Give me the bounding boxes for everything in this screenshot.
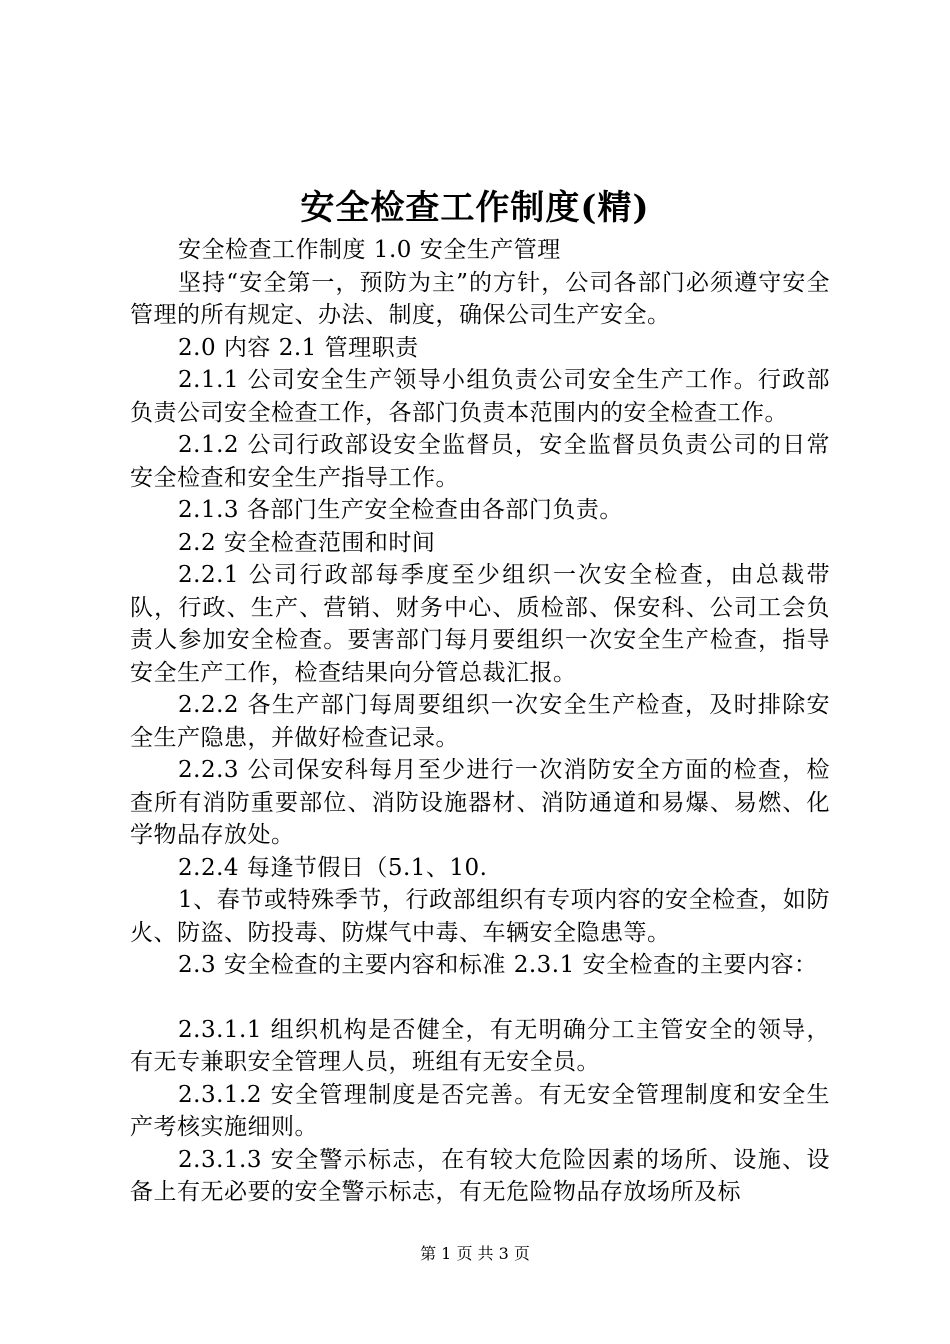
- paragraph: 2.0 内容 2.1 管理职责: [178, 334, 419, 361]
- paragraph: 2.1.1 公司安全生产领导小组负责公司安全生产工作。行政部负责公司安全检查工作，各部门负责本范围内的安全检查工作。: [130, 367, 830, 426]
- paragraph: 安全检查工作制度 1.0 安全生产管理: [178, 237, 561, 263]
- paragraph: 2.2.2 各生产部门每周要组织一次安全生产检查，及时排除安全生产隐患，并做好检查记录。: [130, 692, 830, 751]
- paragraph: 2.2.1 公司行政部每季度至少组织一次安全检查，由总裁带队，行政、生产、营销、财务中心、质检部、保安科、公司工会负责人参加安全检查。要害部门每月要组织一次安全生产检查，指导安全生产工作，检查结果向分管总裁汇报。: [130, 562, 830, 686]
- paragraph: 2.2 安全检查范围和时间: [178, 529, 436, 556]
- paragraph: 坚持“安全第一，预防为主”的方针，公司各部门必须遵守安全管理的所有规定、办法、制度，确保公司生产安全。: [130, 269, 830, 328]
- paragraph: 2.3.1.2 安全管理制度是否完善。有无安全管理制度和安全生产考核实施细则。: [130, 1081, 830, 1140]
- paragraph: 2.2.3 公司保安科每月至少进行一次消防安全方面的检查，检查所有消防重要部位、消防设施器材、消防通道和易爆、易燃、化学物品存放处。: [130, 757, 830, 848]
- paragraph: 2.2.4 每逢节假日（5.1、10.: [178, 854, 488, 881]
- paragraph: 2.1.3 各部门生产安全检查由各部门负责。: [178, 497, 623, 523]
- document-body: [130, 234, 830, 1209]
- page-footer: 第 1 页 共 3 页: [420, 1244, 530, 1263]
- document-title: 安全检查工作制度(精): [300, 188, 650, 228]
- paragraph: 2.3.1.1 组织机构是否健全，有无明确分工主管安全的领导，有无专兼职安全管理人员，班组有无安全员。: [130, 1016, 830, 1075]
- paragraph: 2.1.2 公司行政部设安全监督员，安全监督员负责公司的日常安全检查和安全生产指导工作。: [130, 432, 830, 491]
- paragraph: 2.3.1.3 安全警示标志，在有较大危险因素的场所、设施、设备上有无必要的安全警示标志，有无危险物品存放场所及标: [130, 1146, 830, 1205]
- paragraph: 1、春节或特殊季节，行政部组织有专项内容的安全检查，如防火、防盗、防投毒、防煤气中毒、车辆安全隐患等。: [130, 887, 830, 946]
- paragraph: 2.3 安全检查的主要内容和标准 2.3.1 安全检查的主要内容：: [178, 952, 818, 978]
